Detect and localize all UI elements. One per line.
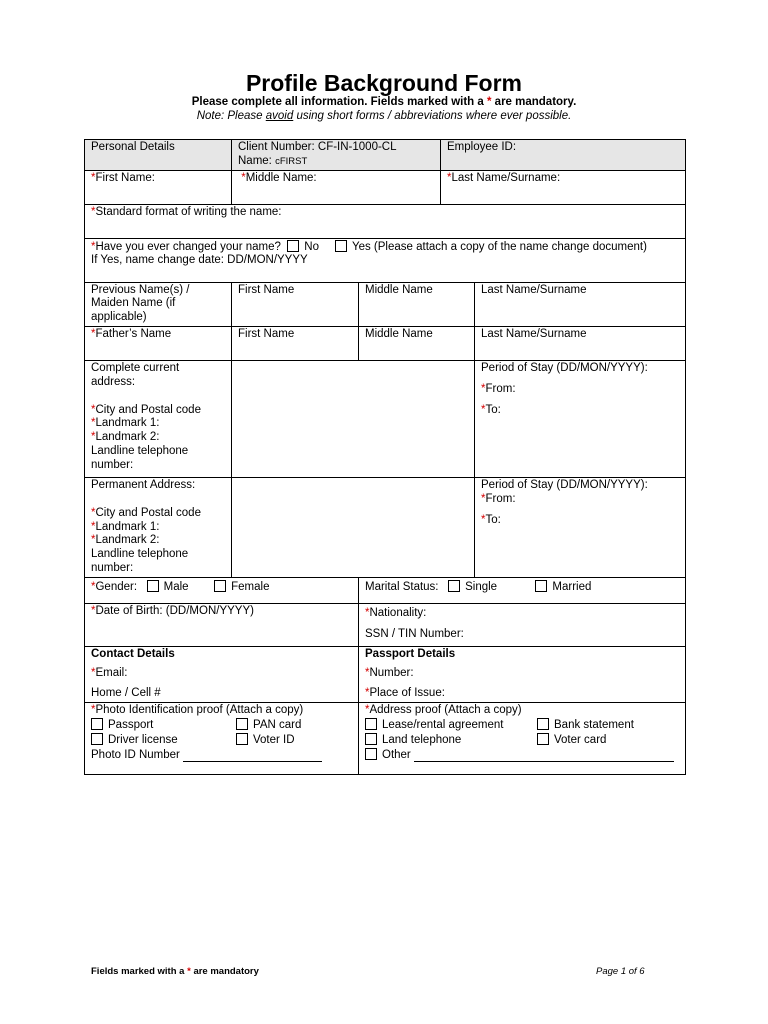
required-star: * xyxy=(365,666,370,679)
client-name-value: cFIRST xyxy=(275,155,308,167)
note-avoid: avoid xyxy=(265,110,294,122)
fathers-middle-name[interactable]: Middle Name xyxy=(359,326,475,360)
address-proof-options-2 xyxy=(365,733,679,748)
other-proof-field xyxy=(365,748,679,763)
required-star: * xyxy=(91,327,96,340)
name-row xyxy=(85,170,686,204)
pan-card-label: PAN card xyxy=(253,718,302,731)
current-to-field[interactable] xyxy=(481,404,679,418)
landmark1-label: Landmark 1: xyxy=(95,520,160,533)
landmark1-item xyxy=(91,521,225,535)
footer-note-start: Fields marked with a xyxy=(91,966,185,977)
landmark2-label: Landmark 2: xyxy=(95,431,160,444)
fathers-last-name[interactable]: Last Name/Surname xyxy=(475,326,686,360)
required-star: * xyxy=(447,171,452,184)
permanent-address-row xyxy=(85,477,686,577)
email-label: Email: xyxy=(95,666,128,679)
email-field[interactable] xyxy=(91,667,352,681)
required-star: * xyxy=(91,704,96,717)
address-proof-options-1 xyxy=(365,718,679,733)
marital-status-cell xyxy=(359,577,686,603)
nationality-field[interactable] xyxy=(365,607,679,621)
required-star: * xyxy=(365,704,370,717)
middle-name-label: Middle Name: xyxy=(245,171,317,184)
contact-details-heading: Contact Details xyxy=(91,647,175,660)
passport-details-heading: Passport Details xyxy=(365,647,456,660)
city-postal-label: City and Postal code xyxy=(95,506,201,519)
female-label: Female xyxy=(231,580,270,593)
passport-details-cell xyxy=(359,646,686,702)
photo-id-proof-cell xyxy=(85,703,359,775)
photo-id-number-field xyxy=(91,748,352,763)
landmark1-item xyxy=(91,417,225,431)
dob-nationality-row xyxy=(85,603,686,646)
gender-label: Gender: xyxy=(95,580,138,593)
yes-label: Yes (Please attach a copy of the name change document) xyxy=(351,240,647,253)
voter-id-label: Voter ID xyxy=(253,733,295,746)
instructions-text-end: are mandatory. xyxy=(494,96,577,108)
standard-format-field[interactable] xyxy=(85,204,686,238)
landmark1-label: Landmark 1: xyxy=(95,417,160,430)
name-change-yes-checkbox[interactable] xyxy=(335,240,347,252)
first-name-label: First Name: xyxy=(95,171,155,184)
profile-form-table xyxy=(84,139,686,775)
voter-card-checkbox[interactable] xyxy=(537,733,549,745)
standard-format-label: Standard format of writing the name: xyxy=(95,205,282,218)
note-text-start: Note: Please xyxy=(196,110,263,122)
address-proof-label: Address proof (Attach a copy) xyxy=(369,704,522,717)
place-of-issue-field[interactable] xyxy=(365,687,679,701)
city-postal-item xyxy=(91,507,225,521)
required-star: * xyxy=(91,506,96,519)
contact-passport-row xyxy=(85,646,686,702)
from-label: From: xyxy=(485,382,516,395)
period-of-stay-label: Period of Stay (DD/MON/YYYY): xyxy=(481,478,648,491)
voter-card-label: Voter card xyxy=(554,733,607,746)
single-checkbox[interactable] xyxy=(448,580,460,592)
required-star: * xyxy=(481,382,486,395)
to-label: To: xyxy=(485,513,501,526)
personal-details-header-row xyxy=(85,140,686,171)
required-star: * xyxy=(91,205,96,218)
photo-id-number-label: Photo ID Number xyxy=(91,748,180,761)
lease-rental-label: Lease/rental agreement xyxy=(382,718,504,731)
photo-id-proof-label: Photo Identification proof (Attach a copy) xyxy=(95,704,304,717)
dob-field[interactable] xyxy=(85,603,359,646)
permanent-to-field[interactable] xyxy=(481,514,679,528)
nationality-label: Nationality: xyxy=(369,606,427,619)
voter-id-checkbox[interactable] xyxy=(236,733,248,745)
employee-id-cell[interactable]: Employee ID: xyxy=(441,140,686,171)
required-star: * xyxy=(481,492,486,505)
instructions-text-start: Please complete all information. Fields marked with a xyxy=(191,96,484,108)
fathers-first-name[interactable]: First Name xyxy=(232,326,359,360)
name-change-no-checkbox[interactable] xyxy=(287,240,299,252)
dob-label: Date of Birth: (DD/MON/YYYY) xyxy=(95,604,254,617)
city-postal-label: City and Postal code xyxy=(95,403,201,416)
gender-female-checkbox[interactable] xyxy=(214,580,226,592)
driver-license-label: Driver license xyxy=(108,733,178,746)
personal-details-heading: Personal Details xyxy=(85,140,232,171)
fathers-name-label: Father’s Name xyxy=(95,327,172,340)
permanent-stay-period xyxy=(475,477,686,577)
client-info-cell xyxy=(232,140,441,171)
from-label: From: xyxy=(485,492,516,505)
form-note xyxy=(0,110,768,122)
photo-id-number-line[interactable] xyxy=(183,748,322,763)
city-postal-item xyxy=(91,404,225,418)
other-proof-line[interactable] xyxy=(414,748,674,763)
married-checkbox[interactable] xyxy=(535,580,547,592)
current-address-labels xyxy=(85,360,232,477)
footer-star: * xyxy=(187,966,191,977)
previous-first-name[interactable]: First Name xyxy=(232,282,359,326)
driver-license-checkbox[interactable] xyxy=(91,733,103,745)
mandatory-star: * xyxy=(486,96,492,108)
landline-label: Landline telephone number: xyxy=(91,548,189,574)
landmark2-item xyxy=(91,431,225,445)
last-name-label: Last Name/Surname: xyxy=(451,171,561,184)
client-name-label: Name: xyxy=(238,154,272,167)
gender-cell xyxy=(85,577,359,603)
client-name xyxy=(238,155,434,169)
passport-number-field[interactable] xyxy=(365,667,679,681)
single-label: Single xyxy=(465,580,498,593)
lease-rental-checkbox[interactable] xyxy=(365,718,377,730)
page-number: Page 1 of 6 xyxy=(596,966,645,977)
passport-checkbox[interactable] xyxy=(91,718,103,730)
permanent-from-field[interactable] xyxy=(481,493,679,507)
land-telephone-checkbox[interactable] xyxy=(365,733,377,745)
middle-name-field[interactable] xyxy=(232,170,441,204)
complete-address-label: Complete current address: xyxy=(91,361,180,388)
permanent-address-label: Permanent Address: xyxy=(91,478,196,491)
place-of-issue-label: Place of Issue: xyxy=(369,687,445,700)
landmark2-label: Landmark 2: xyxy=(95,534,160,547)
current-address-input[interactable] xyxy=(232,360,475,477)
required-star: * xyxy=(365,687,370,700)
footer-mandatory-note xyxy=(91,966,259,977)
previous-middle-name[interactable]: Middle Name xyxy=(359,282,475,326)
landline-label: Landline telephone number: xyxy=(91,444,189,471)
photo-id-proof-heading xyxy=(91,704,352,718)
name-change-date[interactable]: If Yes, name change date: DD/MON/YYYY xyxy=(91,254,308,267)
required-star: * xyxy=(91,534,96,547)
land-telephone-label: Land telephone xyxy=(382,733,462,746)
form-instructions xyxy=(0,96,768,108)
ssn-tin-field[interactable]: SSN / TIN Number: xyxy=(365,627,464,640)
required-star: * xyxy=(91,417,96,430)
name-change-row xyxy=(85,238,686,282)
bank-statement-label: Bank statement xyxy=(554,718,634,731)
name-change-cell xyxy=(85,238,686,282)
required-star: * xyxy=(91,666,96,679)
first-name-field[interactable] xyxy=(85,170,232,204)
address-proof-heading xyxy=(365,704,679,718)
required-star: * xyxy=(91,580,96,593)
gender-male-checkbox[interactable] xyxy=(147,580,159,592)
proof-row xyxy=(85,703,686,775)
other-checkbox[interactable] xyxy=(365,748,377,760)
required-star: * xyxy=(91,403,96,416)
last-name-field[interactable] xyxy=(441,170,686,204)
required-star: * xyxy=(481,513,486,526)
number-label: Number: xyxy=(369,666,414,679)
client-number: Client Number: CF-IN-1000-CL xyxy=(238,141,397,153)
no-label: No xyxy=(304,240,319,253)
name-change-label: Have you ever changed your name? xyxy=(95,240,281,253)
photo-id-options-2 xyxy=(91,733,352,748)
photo-id-options-1 xyxy=(91,718,352,733)
required-star: * xyxy=(365,606,370,619)
current-stay-period xyxy=(475,360,686,477)
current-from-field[interactable] xyxy=(481,383,679,397)
gender-marital-row xyxy=(85,577,686,603)
previous-last-name[interactable]: Last Name/Surname xyxy=(475,282,686,326)
marital-status-label: Marital Status: xyxy=(365,580,439,593)
previous-names-row xyxy=(85,282,686,326)
address-proof-cell xyxy=(359,703,686,775)
permanent-address-input[interactable] xyxy=(232,477,475,577)
required-star: * xyxy=(241,171,246,184)
to-label: To: xyxy=(485,403,501,416)
fathers-name-row xyxy=(85,326,686,360)
required-star: * xyxy=(91,604,96,617)
other-label: Other xyxy=(382,748,411,761)
bank-statement-checkbox[interactable] xyxy=(537,718,549,730)
contact-details-cell xyxy=(85,646,359,702)
note-text-end: using short forms / abbreviations where ever possible. xyxy=(296,110,572,122)
required-star: * xyxy=(481,403,486,416)
name-change-question xyxy=(91,240,679,255)
required-star: * xyxy=(91,240,96,253)
form-title: Profile Background Form xyxy=(245,70,523,96)
previous-names-label: Previous Name(s) / Maiden Name (if applicable) xyxy=(85,282,232,326)
footer-note-end: are mandatory xyxy=(193,966,259,977)
required-star: * xyxy=(91,431,96,444)
fathers-name-label-cell xyxy=(85,326,232,360)
standard-format-row xyxy=(85,204,686,238)
passport-label: Passport xyxy=(108,718,154,731)
married-label: Married xyxy=(552,580,592,593)
required-star: * xyxy=(91,171,96,184)
required-star: * xyxy=(91,520,96,533)
current-address-row xyxy=(85,360,686,477)
male-label: Male xyxy=(163,580,189,593)
home-cell-field[interactable]: Home / Cell # xyxy=(91,687,161,700)
landmark2-item xyxy=(91,534,225,548)
nationality-cell xyxy=(359,603,686,646)
pan-card-checkbox[interactable] xyxy=(236,718,248,730)
period-of-stay-label: Period of Stay (DD/MON/YYYY): xyxy=(481,361,648,374)
permanent-address-labels xyxy=(85,477,232,577)
